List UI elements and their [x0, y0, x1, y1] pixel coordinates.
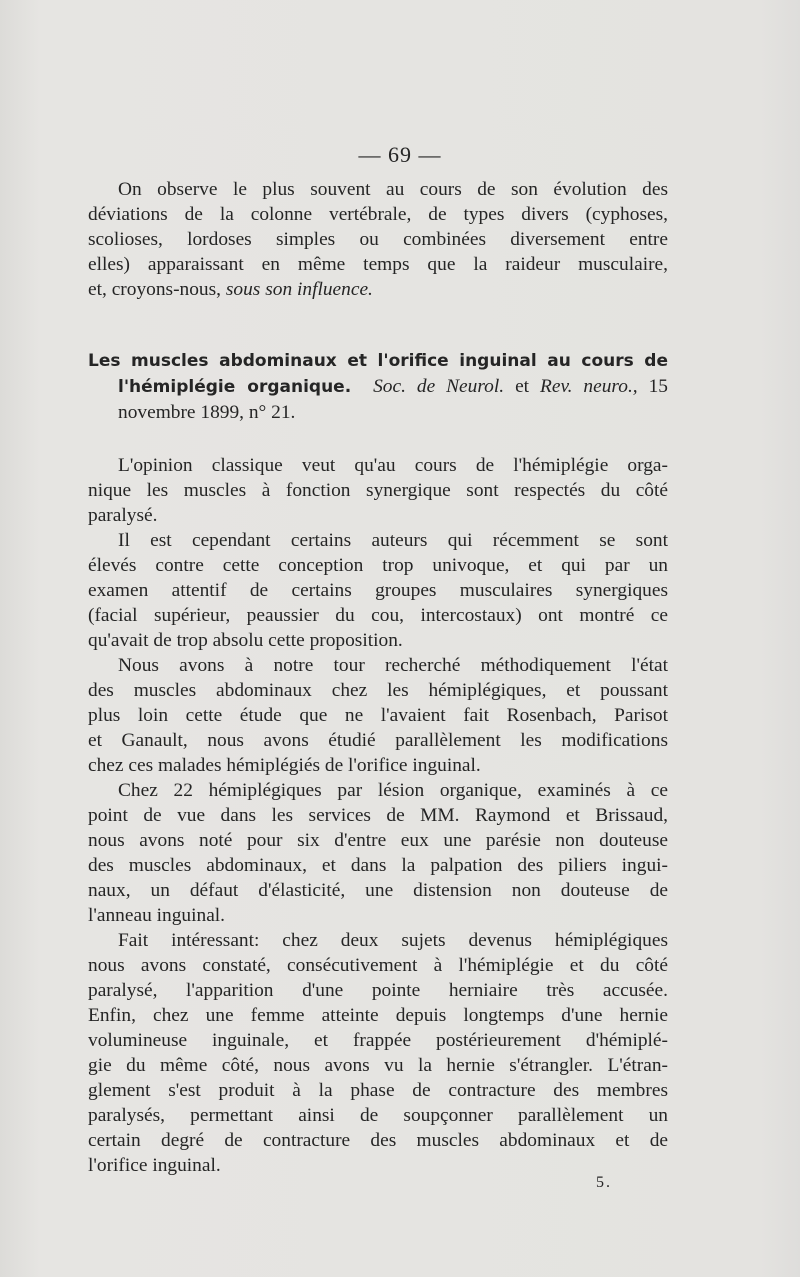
- text-run: 15: [637, 376, 668, 397]
- text-line: nique les muscles à fonction synergique sont respectés du côté: [88, 480, 668, 501]
- body-paragraph: [88, 528, 668, 653]
- text-line: naux, un défaut d'élasticité, une distension non douteuse de: [88, 880, 668, 901]
- text-line: L'opinion classique veut qu'au cours de l'hémiplégie orga-: [118, 455, 668, 476]
- text-line: l'orifice inguinal.: [88, 1155, 221, 1176]
- signature-mark: 5.: [596, 1174, 612, 1191]
- text-line: déviations de la colonne vertébrale, de types divers (cyphoses,: [88, 204, 668, 225]
- body-paragraph: [88, 778, 668, 928]
- text-line: [88, 277, 668, 302]
- text-line: des muscles abdominaux, et dans la palpation des piliers ingui-: [88, 855, 668, 876]
- heading-line: [88, 348, 668, 374]
- journal-soc: Soc. de Neurol.: [373, 376, 505, 397]
- article-heading: [88, 348, 668, 425]
- text-line: et Ganault, nous avons étudié parallèlement les modifications: [88, 730, 668, 751]
- text-line: Il est cependant certains auteurs qui récemment se sont: [118, 530, 668, 551]
- text-line: paralysé.: [88, 505, 158, 526]
- heading-line: [88, 374, 668, 400]
- journal-rev: Rev. neuro.,: [540, 376, 638, 397]
- text-line: Fait intéressant: chez deux sujets devenus hémiplégiques: [118, 930, 668, 951]
- heading-title: Les muscles abdominaux et l'orifice inguinal au cours de: [88, 351, 668, 371]
- text-line: qu'avait de trop absolu cette proposition.: [88, 630, 403, 651]
- page-number: — 69 —: [358, 142, 442, 167]
- text-line: nous avons noté pour six d'entre eux une parésie non douteuse: [88, 830, 668, 851]
- body-paragraph: [88, 928, 668, 1178]
- opening-paragraph: [88, 177, 668, 302]
- text-line: des muscles abdominaux chez les hémiplégiques, et poussant: [88, 680, 668, 701]
- body-paragraph: [88, 453, 668, 528]
- text-line: examen attentif de certains groupes musculaires synergiques: [88, 580, 668, 601]
- heading-date: novembre 1899, n° 21.: [118, 402, 296, 423]
- text-line: (facial supérieur, peaussier du cou, intercostaux) ont montré ce: [88, 605, 668, 626]
- text-line: certain degré de contracture des muscles abdominaux et de: [88, 1130, 668, 1151]
- text-line: paralysés, permettant ainsi de soupçonner parallèlement un: [88, 1105, 668, 1126]
- text-line: Nous avons à notre tour recherché méthodiquement l'état: [118, 655, 668, 676]
- text-line: Chez 22 hémiplégiques par lésion organique, examinés à ce: [118, 780, 668, 801]
- text-run: et: [504, 376, 541, 397]
- text-line: volumineuse inguinale, et frappée postérieurement d'hémiplé-: [88, 1030, 668, 1051]
- text-line: élevés contre cette conception trop univoque, et qui par un: [88, 555, 668, 576]
- text-line: On observe le plus souvent au cours de son évolution des: [118, 179, 668, 200]
- heading-title-cont: l'hémiplégie organique.: [118, 377, 352, 397]
- text-line: glement s'est produit à la phase de contracture des membres: [88, 1080, 668, 1101]
- italic-phrase: sous son influence.: [225, 279, 373, 300]
- text-line: scolioses, lordoses simples ou combinées diversement entre: [88, 229, 668, 250]
- text-line: nous avons constaté, consécutivement à l'hémiplégie et du côté: [88, 955, 668, 976]
- text-line: point de vue dans les services de MM. Raymond et Brissaud,: [88, 805, 668, 826]
- text-line: l'anneau inguinal.: [88, 905, 226, 926]
- text-line: Enfin, chez une femme atteinte depuis longtemps d'une hernie: [88, 1005, 668, 1026]
- text-line: gie du même côté, nous avons vu la hernie s'étrangler. L'étran-: [88, 1055, 668, 1076]
- body-paragraph: [88, 653, 668, 778]
- text-line: chez ces malades hémiplégiés de l'orifice inguinal.: [88, 755, 481, 776]
- text-line: paralysé, l'apparition d'une pointe herniaire très accusée.: [88, 980, 668, 1001]
- text-run: et, croyons-nous,: [88, 279, 226, 300]
- text-line: elles) apparaissant en même temps que la raideur musculaire,: [88, 254, 668, 275]
- text-line: plus loin cette étude que ne l'avaient fait Rosenbach, Parisot: [88, 705, 668, 726]
